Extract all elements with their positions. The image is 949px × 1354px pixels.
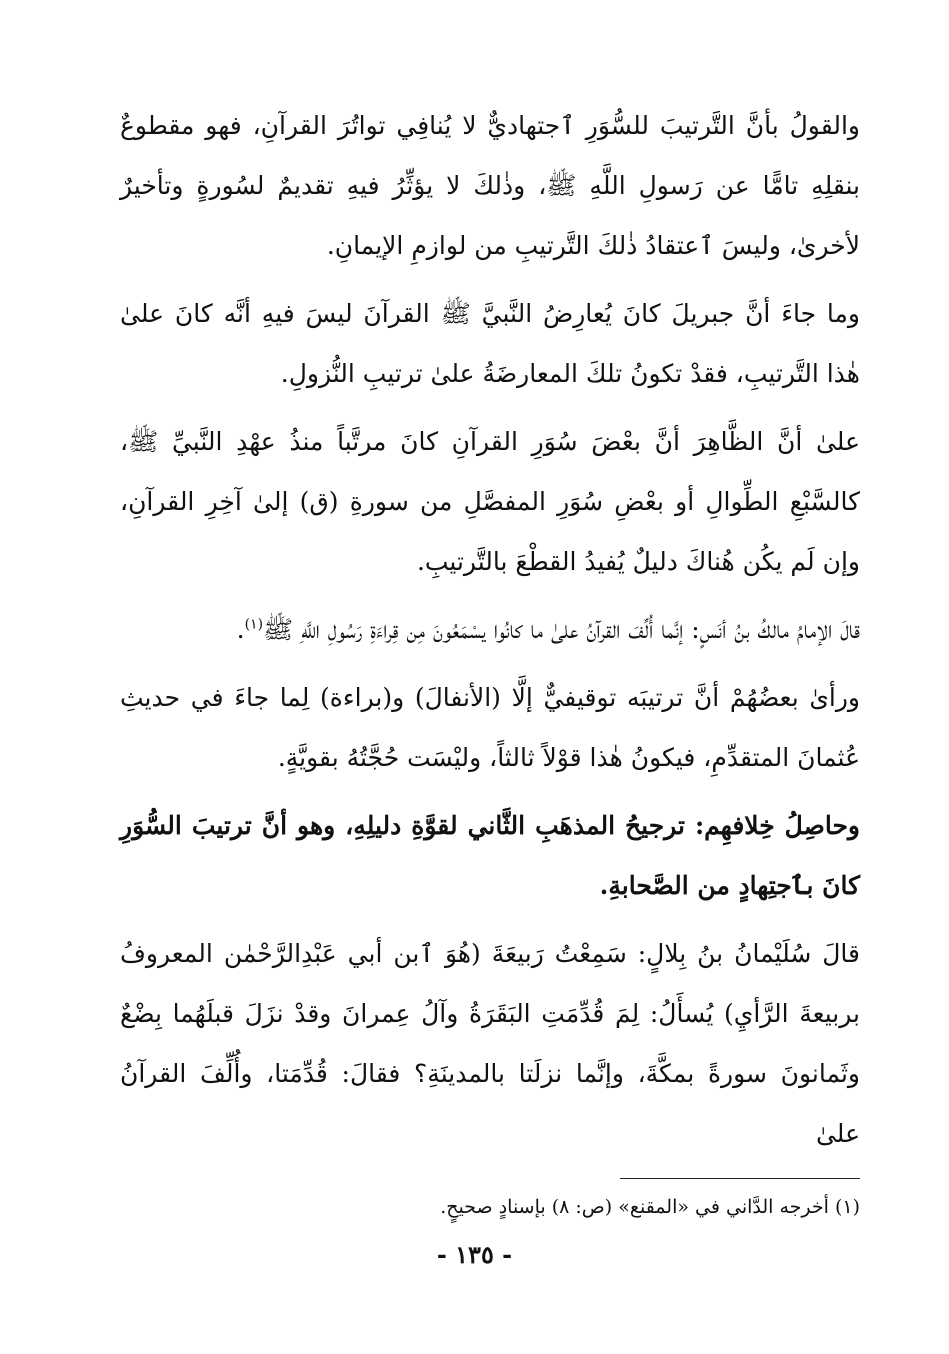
paragraph-4: [120, 600, 860, 660]
footnote-1: (١) أخرجه الدَّاني في «المقنع» (ص: ٨) بإسنادٍ صحيحٍ.: [440, 1196, 860, 1218]
paragraph-5: ورأىٰ بعضُهُمْ أنَّ ترتيبَه توقيفيٌّ إلَّا (الأنفالَ) و(براءة) لِما جاءَ في حديثِ عُثمانَ المتقدِّمِ، فيكونُ هٰذا قوْلاً ثالثاً، وليْسَت حُجَّتُهُ بقويَّةٍ.: [120, 683, 860, 772]
paragraph-3: علىٰ أنَّ الظَّاهِرَ أنَّ بعْضَ سُوَرِ القرآنِ كانَ مرتَّباً منذُ عهْدِ النَّبيِّ ﷺ، كالسَّبْعِ الطِّوالِ أو بعْضِ سُوَرِ المفصَّلِ من سورةِ (ق) إلىٰ آخِرِ القرآنِ، وإن لَم يكُن هُناكَ دليلٌ يُفيدُ القطْعَ بالتَّرتيبِ.: [120, 427, 860, 576]
page-number: - ١٣٥ -: [436, 1240, 513, 1269]
paragraph-7: قالَ سُلَيْمانُ بنُ بِلالٍ: سَمِعْتُ رَبيعَةَ (هُوَ ٱبن أبي عَبْدِالرَّحْمٰن المعروفُ بربيعةَ الرَّأيِ) يُسأَلُ: لِمَ قُدِّمَتِ البَقَرَةُ وآلُ عِمرانَ وقدْ نزَلَ قبلَهُما بِضْعٌ وثَمانونَ سورةً بمكَّةَ، وإنَّما نزلَتا بالمدينَةِ؟ فقالَ: قُدِّمَتا، وأُلِّفَ القرآنُ علىٰ: [120, 939, 861, 1148]
paragraph-4-end: .: [236, 615, 245, 644]
main-text: [120, 96, 860, 1172]
paragraph-6-conclusion: وحاصِلُ خِلافهِم: ترجيحُ المذهَبِ الثَّاني لقوَّةِ دليلِهِ، وهو أنَّ ترتيبَ السُّوَرِ كانَ بٱجتِهادٍ من الصَّحابةِ.: [120, 811, 860, 900]
paragraph-4-text: قالَ الإمامُ مالكُ بنُ أنَسٍ: إنَّما أُلِّفَ القرآنُ علىٰ ما كانُوا يسْمَعُونَ مِن قِراءَةِ رَسُولِ اللَّهِ ﷺ: [263, 615, 860, 644]
footnote-marker[interactable]: (١): [244, 616, 264, 633]
paragraph-1: والقولُ بأنَّ التَّرتيبَ للسُّوَرِ ٱجتهاديٌّ لا يُنافِي تواتُرَ القرآنِ، فهو مقطوعٌ بنقلِهِ تامًّا عن رَسولِ اللَّهِ ﷺ، وذٰلكَ لا يؤثِّرُ فيهِ تقديمٌ لسُورةٍ وتأخيرٌ لأخرىٰ، وليسَ ٱعتقادُ ذٰلكَ التَّرتيبِ من لوازمِ الإيمانِ.: [120, 111, 860, 260]
footnote-divider: [620, 1178, 860, 1179]
paragraph-2: وما جاءَ أنَّ جبريلَ كانَ يُعارِضُ النَّبيَّ ﷺ القرآنَ ليسَ فيهِ أنَّه كانَ علىٰ هٰذا التَّرتيبِ، فقدْ تكونُ تلكَ المعارضَةُ علىٰ ترتيبِ النُّزولِ.: [120, 299, 860, 388]
